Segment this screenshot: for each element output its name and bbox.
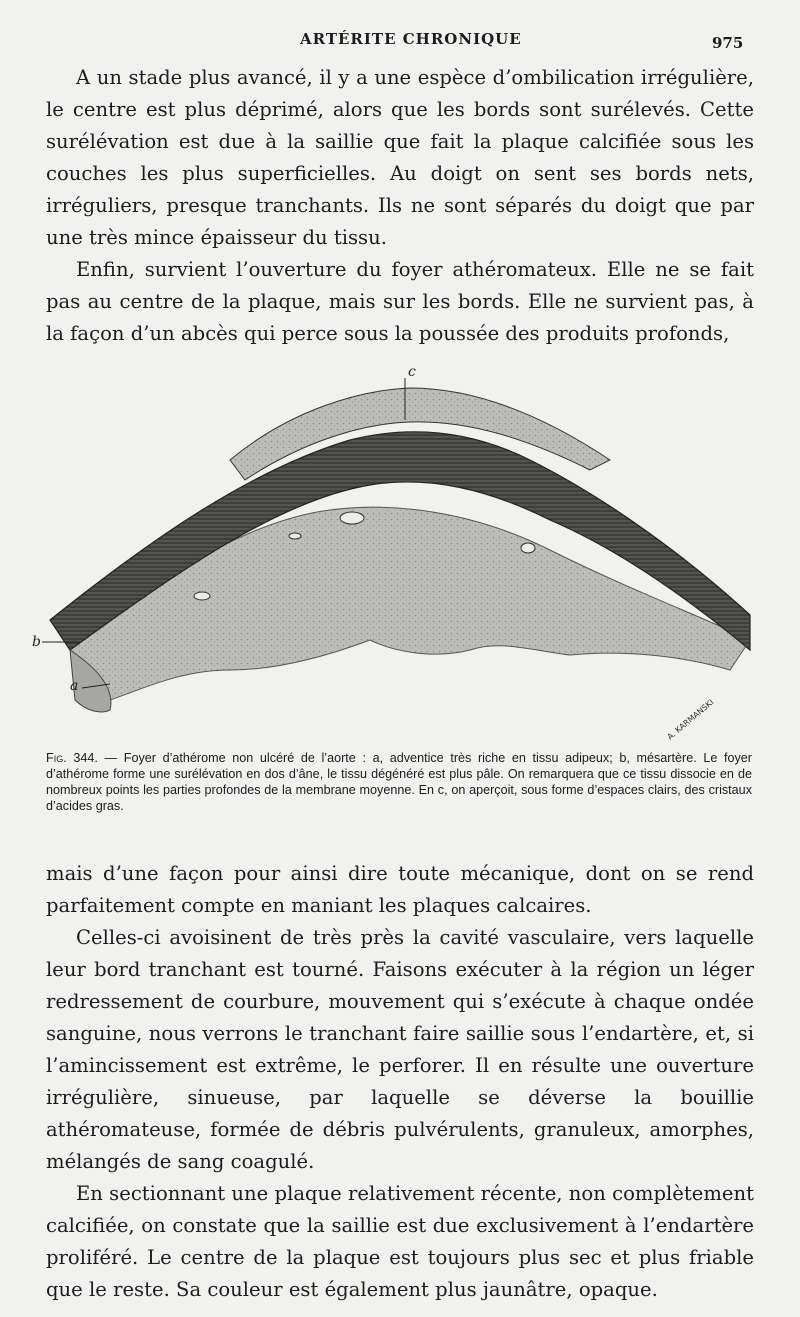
figure-label-a: a (70, 678, 79, 694)
paragraph: En sectionnant une plaque relativement récente, non complètement calcifiée, on constate que la saillie est due exclusivement à l’endartère proliféré. Le centre de la plaque est toujours plus sec et plus friable que le reste. Sa couleur est également plus jaunâtre, opaque. (46, 1182, 754, 1301)
running-head (0, 30, 800, 52)
crystal-space (289, 533, 301, 539)
running-title: ARTÉRITE CHRONIQUE (300, 30, 522, 48)
figure-label-c: c (408, 364, 416, 380)
aorta-section-drawing (30, 350, 770, 750)
paragraph: Celles-ci avoisinent de très près la cavité vasculaire, vers laquelle leur bord tranchant est tourné. Faisons exécuter à la région un léger redressement de courbure, mouvement qui s’exécute à chaque ondée sanguine, nous verrons le tranchant faire saillie sous l’endartère, et, si l’amincissement est extrême, le perforer. Il en résulte une ouverture irrégulière, sinueuse, par laquelle se déverse la bouillie athéromateuse, formée de débris pulvérulents, granuleux, amorphes, mélangés de sang coagulé. (46, 926, 754, 1173)
caption-text: — Foyer d’athérome non ulcéré de l’aorte : a, adventice très riche en tissu adipeux; b, mésartère. Le foyer d’athérome forme une surélévation en dos d’âne, le tissu dégénéré est plus pâle. On remarquera que ce tissu dissocie en de nombreux points les parties profondes de la membrane moyenne. En c, on aperçoit, sous forme d’espaces clairs, des cristaux d’acides gras. (46, 751, 753, 813)
page-number: 975 (712, 34, 744, 52)
figure-number: Fig. 344. (46, 751, 98, 765)
figure-label-b: b (32, 634, 41, 650)
figure-caption (46, 750, 752, 814)
body-text-top (46, 62, 754, 350)
crystal-space (521, 543, 535, 553)
paragraph: A un stade plus avancé, il y a une espèce d’ombilication irrégulière, le centre est plus déprimé, alors que les bords sont surélevés. Cette surélévation est due à la saillie que fait la plaque calcifiée sous les couches les plus superficielles. Au doigt on sent ses bords nets, irréguliers, presque tranchants. Ils ne sont séparés du doigt que par une très mince épaisseur du tissu. (46, 66, 754, 249)
paragraph: mais d’une façon pour ainsi dire toute mécanique, dont on se rend parfaitement compte en maniant les plaques calcaires. (46, 862, 754, 917)
crystal-space (194, 592, 210, 600)
engraver-signature: A. KARMANSKI (665, 697, 716, 742)
aorta-section-illustration (30, 350, 770, 750)
body-text-bottom (46, 858, 754, 1306)
crystal-space (340, 512, 364, 524)
paragraph: Enfin, survient l’ouverture du foyer athéromateux. Elle ne se fait pas au centre de la plaque, mais sur les bords. Elle ne survient pas, à la façon d’un abcès qui perce sous la poussée des produits profonds, (46, 258, 754, 345)
